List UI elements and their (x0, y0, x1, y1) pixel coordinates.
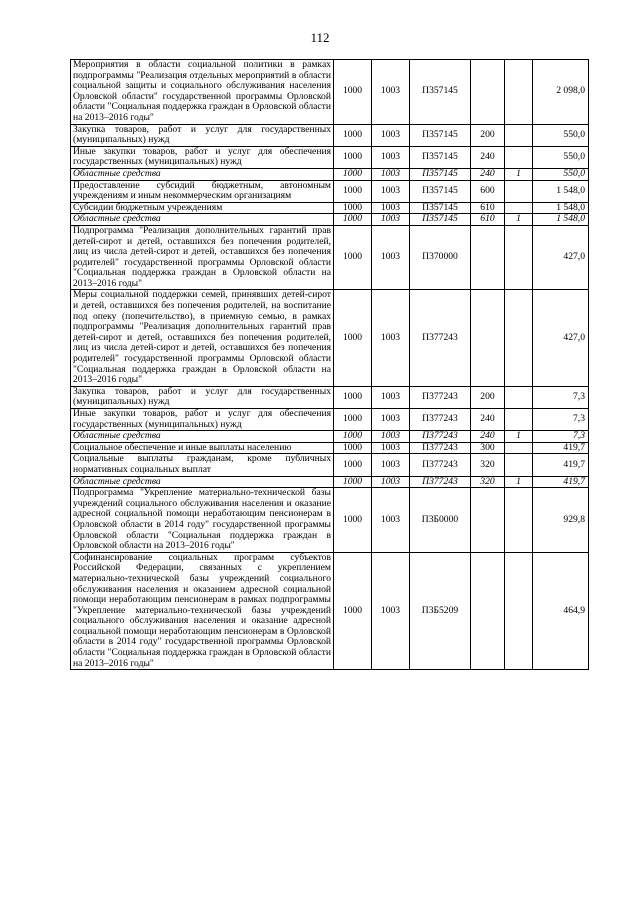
row-amount: 464,9 (533, 552, 589, 670)
row-amount: 929,8 (533, 488, 589, 553)
row-target-article: П377243 (410, 442, 471, 454)
table-row (71, 431, 589, 443)
row-section-code: 1000 (334, 225, 372, 290)
row-subsection-code: 1003 (372, 168, 410, 180)
row-amount: 1 548,0 (533, 180, 589, 202)
row-amount: 2 098,0 (533, 60, 589, 125)
row-expense-type: 320 (471, 454, 505, 476)
row-expense-type: 200 (471, 124, 505, 146)
row-section-code: 1000 (334, 60, 372, 125)
table-row (71, 202, 589, 214)
row-target-article: П3Б0000 (410, 488, 471, 553)
row-target-article: П377243 (410, 386, 471, 408)
row-expense-type: 320 (471, 476, 505, 488)
row-section-code: 1000 (334, 290, 372, 386)
table-row (71, 488, 589, 553)
table-row (71, 442, 589, 454)
row-expense-type: 610 (471, 202, 505, 214)
row-target-article: П357145 (410, 202, 471, 214)
row-amount: 1 548,0 (533, 202, 589, 214)
row-funding-source (505, 225, 533, 290)
row-description: Областные средства (71, 476, 334, 488)
row-section-code: 1000 (334, 431, 372, 443)
row-funding-source: 1 (505, 214, 533, 226)
row-funding-source (505, 409, 533, 431)
row-amount: 419,7 (533, 476, 589, 488)
row-description: Закупка товаров, работ и услуг для государственных (муниципальных) нужд (71, 124, 334, 146)
row-expense-type: 200 (471, 386, 505, 408)
row-amount: 1 548,0 (533, 214, 589, 226)
row-amount: 550,0 (533, 124, 589, 146)
row-subsection-code: 1003 (372, 202, 410, 214)
row-funding-source (505, 60, 533, 125)
row-amount: 427,0 (533, 225, 589, 290)
row-subsection-code: 1003 (372, 386, 410, 408)
row-subsection-code: 1003 (372, 488, 410, 553)
row-funding-source: 1 (505, 476, 533, 488)
row-funding-source (505, 442, 533, 454)
row-amount: 419,7 (533, 454, 589, 476)
row-section-code: 1000 (334, 488, 372, 553)
row-target-article: П357145 (410, 146, 471, 168)
table-row (71, 225, 589, 290)
table-row (71, 124, 589, 146)
row-section-code: 1000 (334, 124, 372, 146)
row-target-article: П357145 (410, 180, 471, 202)
row-target-article: П370000 (410, 225, 471, 290)
row-description: Иные закупки товаров, работ и услуг для обеспечения государственных (муниципальных) нужд (71, 409, 334, 431)
row-subsection-code: 1003 (372, 431, 410, 443)
row-expense-type: 610 (471, 214, 505, 226)
table-row (71, 146, 589, 168)
row-expense-type: 240 (471, 431, 505, 443)
table-row (71, 409, 589, 431)
row-description: Иные закупки товаров, работ и услуг для обеспечения государственных (муниципальных) нужд (71, 146, 334, 168)
row-description: Областные средства (71, 168, 334, 180)
row-funding-source (505, 180, 533, 202)
row-description: Социальные выплаты гражданам, кроме публичных нормативных социальных выплат (71, 454, 334, 476)
row-amount: 427,0 (533, 290, 589, 386)
row-subsection-code: 1003 (372, 180, 410, 202)
row-description: Областные средства (71, 431, 334, 443)
row-target-article: П3Б5209 (410, 552, 471, 670)
row-expense-type (471, 488, 505, 553)
row-funding-source (505, 454, 533, 476)
row-description: Подпрограмма "Реализация дополнительных гарантий прав детей-сирот и детей, оставшихся без попечения родителей, лиц из числа детей-сирот и детей, оставшихся без попечения родителей" государственной программы Орловской области "Социальная поддержка граждан в Орловской области на 2013–2016 годы" (71, 225, 334, 290)
row-target-article: П357145 (410, 60, 471, 125)
row-funding-source (505, 386, 533, 408)
row-target-article: П377243 (410, 454, 471, 476)
row-expense-type: 600 (471, 180, 505, 202)
row-expense-type (471, 60, 505, 125)
row-description: Софинансирование социальных программ субъектов Российской Федерации, связанных с укреплением материально-технической базы учреждений социального обслуживания населения и оказанием адресной социальной помощи неработающим пенсионерам в рамках подпрограммы "Укрепление материально-технической базы учреждений социального обслуживания населения и оказание адресной социальной помощи неработающим пенсионерам в Орловской области в 2014 году" государственной программы Орловской области "Социальная поддержка граждан в Орловской области на 2013–2016 годы" (71, 552, 334, 670)
row-funding-source (505, 488, 533, 553)
row-section-code: 1000 (334, 146, 372, 168)
row-funding-source (505, 552, 533, 670)
table-row (71, 454, 589, 476)
row-expense-type: 240 (471, 409, 505, 431)
row-subsection-code: 1003 (372, 290, 410, 386)
row-subsection-code: 1003 (372, 409, 410, 431)
row-amount: 550,0 (533, 168, 589, 180)
row-subsection-code: 1003 (372, 552, 410, 670)
row-subsection-code: 1003 (372, 214, 410, 226)
row-target-article: П357145 (410, 124, 471, 146)
row-description: Областные средства (71, 214, 334, 226)
row-description: Социальное обеспечение и иные выплаты населению (71, 442, 334, 454)
row-subsection-code: 1003 (372, 60, 410, 125)
budget-table (70, 59, 589, 670)
row-section-code: 1000 (334, 214, 372, 226)
row-target-article: П357145 (410, 214, 471, 226)
row-expense-type: 300 (471, 442, 505, 454)
budget-table-body (71, 60, 589, 670)
row-target-article: П377243 (410, 409, 471, 431)
row-section-code: 1000 (334, 180, 372, 202)
row-section-code: 1000 (334, 202, 372, 214)
row-description: Меры социальной поддержки семей, принявших детей-сирот и детей, оставшихся без попечения родителей, на воспитание под опеку (попечительство), в приемную семью, в рамках подпрограммы "Реализация дополнительных гарантий прав детей-сирот и детей, оставшихся без попечения родителей, лиц из числа детей-сирот и детей, оставшихся без попечения родителей" государственной программы Орловской области "Социальная поддержка граждан в Орловской области на 2013–2016 годы" (71, 290, 334, 386)
row-expense-type (471, 225, 505, 290)
row-section-code: 1000 (334, 442, 372, 454)
row-funding-source (505, 202, 533, 214)
row-section-code: 1000 (334, 409, 372, 431)
row-expense-type (471, 552, 505, 670)
row-subsection-code: 1003 (372, 146, 410, 168)
row-description: Подпрограмма "Укрепление материально-технической базы учреждений социального обслуживания населения и оказание адресной социальной помощи неработающим пенсионерам в Орловской области в 2014 году" государственной программы Орловской области "Социальная поддержка граждан в Орловской области на 2013–2016 годы" (71, 488, 334, 553)
row-section-code: 1000 (334, 552, 372, 670)
row-subsection-code: 1003 (372, 454, 410, 476)
row-description: Закупка товаров, работ и услуг для государственных (муниципальных) нужд (71, 386, 334, 408)
table-row (71, 214, 589, 226)
table-row (71, 60, 589, 125)
row-funding-source: 1 (505, 431, 533, 443)
row-expense-type (471, 290, 505, 386)
row-funding-source (505, 124, 533, 146)
row-funding-source (505, 146, 533, 168)
row-target-article: П377243 (410, 431, 471, 443)
row-target-article: П377243 (410, 290, 471, 386)
row-section-code: 1000 (334, 168, 372, 180)
row-amount: 7,3 (533, 386, 589, 408)
row-section-code: 1000 (334, 386, 372, 408)
row-target-article: П357145 (410, 168, 471, 180)
table-row (71, 386, 589, 408)
row-funding-source (505, 290, 533, 386)
table-row (71, 552, 589, 670)
row-description: Мероприятия в области социальной политики в рамках подпрограммы "Реализация отдельных мероприятий в области социальной защиты и социального обслуживания населения Орловской области" государственной программы Орловской области "Социальная поддержка граждан в Орловской области на 2013–2016 годы" (71, 60, 334, 125)
row-target-article: П377243 (410, 476, 471, 488)
row-subsection-code: 1003 (372, 225, 410, 290)
row-amount: 550,0 (533, 146, 589, 168)
page-number: 112 (310, 30, 330, 45)
row-subsection-code: 1003 (372, 476, 410, 488)
row-funding-source: 1 (505, 168, 533, 180)
row-description: Предоставление субсидий бюджетным, автономным учреждениям и иным некоммерческим организациям (71, 180, 334, 202)
row-amount: 7,3 (533, 409, 589, 431)
row-amount: 7,3 (533, 431, 589, 443)
table-row (71, 168, 589, 180)
row-amount: 419,7 (533, 442, 589, 454)
table-row (71, 180, 589, 202)
row-subsection-code: 1003 (372, 442, 410, 454)
row-expense-type: 240 (471, 146, 505, 168)
row-expense-type: 240 (471, 168, 505, 180)
row-subsection-code: 1003 (372, 124, 410, 146)
table-row (71, 476, 589, 488)
row-description: Субсидии бюджетным учреждениям (71, 202, 334, 214)
row-section-code: 1000 (334, 476, 372, 488)
row-section-code: 1000 (334, 454, 372, 476)
table-row (71, 290, 589, 386)
